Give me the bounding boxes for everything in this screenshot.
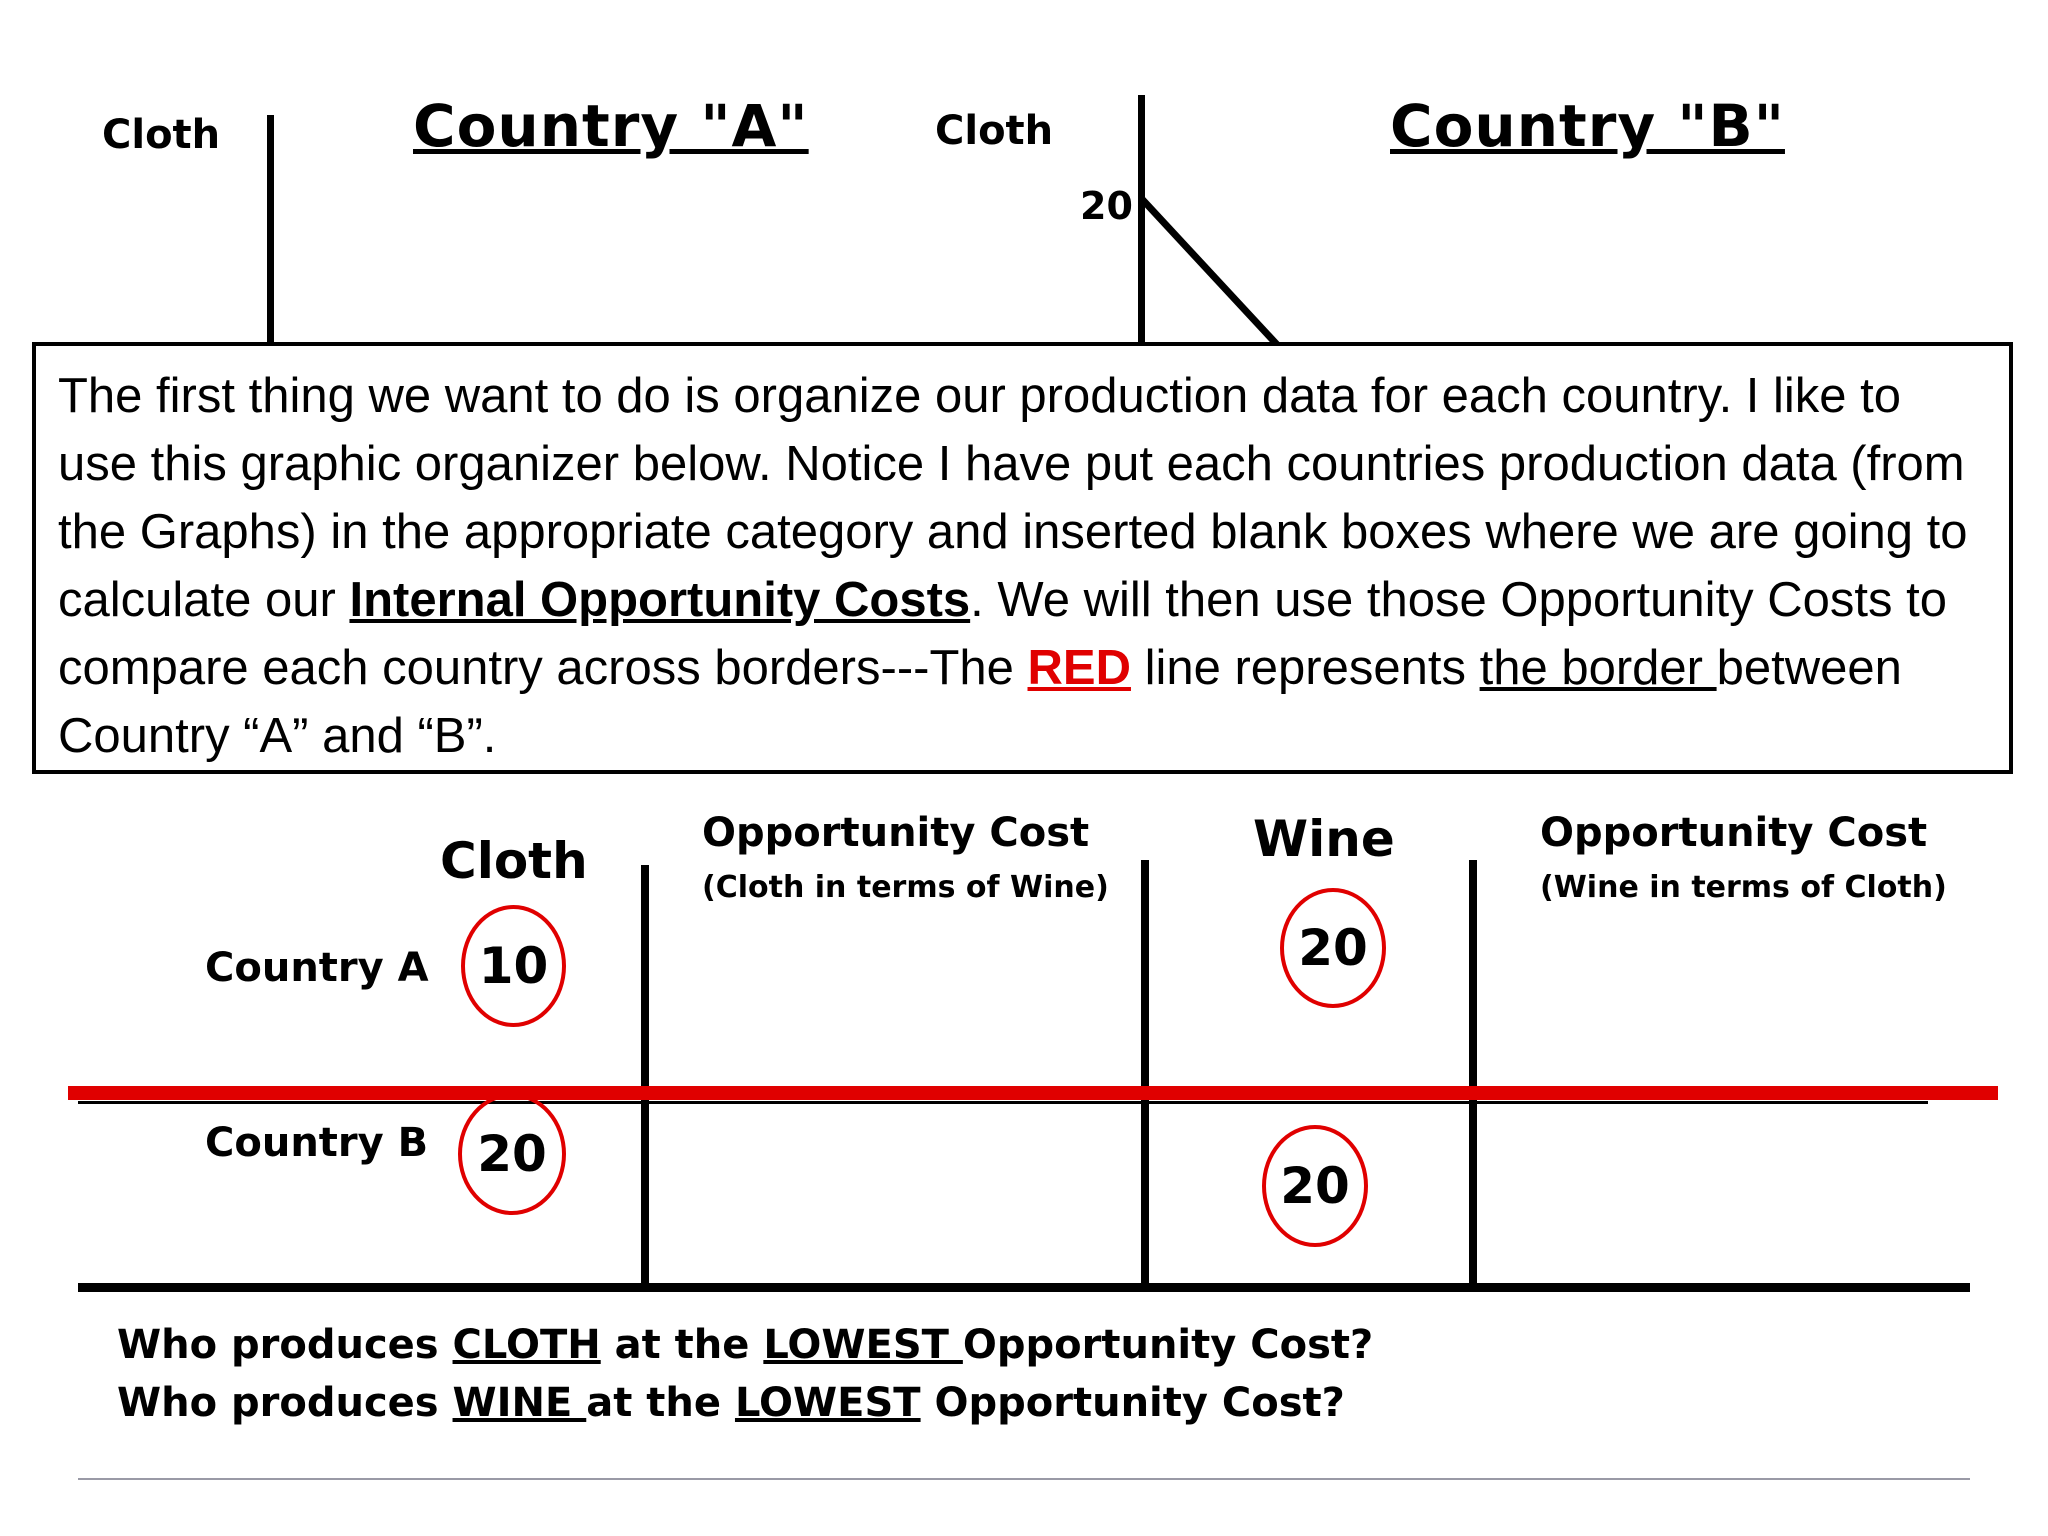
graph-b-y-axis-label: Cloth — [935, 108, 1054, 154]
wine-value-country-b: 20 — [1262, 1125, 1368, 1247]
info-text-part2: . We will then use those Opportunity Costs to compare each country across borders---The — [58, 573, 1947, 695]
q2-text-a: Who produces — [117, 1380, 453, 1426]
question-cloth — [117, 1322, 1373, 1368]
header-wine: Wine — [1253, 810, 1395, 868]
row-label-country-a: Country A — [205, 945, 429, 991]
divider-1 — [641, 865, 649, 1285]
header-oc-wine: Opportunity Cost — [1540, 810, 1928, 856]
q2-text-c: at the — [586, 1380, 735, 1426]
footer-divider — [78, 1478, 1970, 1480]
table-bottom-line — [78, 1283, 1970, 1292]
header-oc-cloth-sub: (Cloth in terms of Wine) — [702, 870, 1109, 905]
graph-b-ppf-line — [1130, 190, 1310, 360]
red-border-line — [68, 1086, 1998, 1100]
q1-text-cloth: CLOTH — [452, 1322, 601, 1368]
header-oc-wine-sub: (Wine in terms of Cloth) — [1540, 870, 1947, 905]
q1-text-lowest: LOWEST — [763, 1322, 963, 1368]
q1-text-a: Who produces — [117, 1322, 453, 1368]
q1-text-c: at the — [600, 1322, 764, 1368]
q1-text-e: Opportunity Cost? — [962, 1322, 1374, 1368]
header-cloth: Cloth — [440, 832, 588, 890]
info-text-red-word: RED — [1027, 641, 1131, 695]
q2-text-lowest: LOWEST — [734, 1380, 921, 1426]
info-text-border: the border — [1479, 641, 1717, 695]
info-text-part1: The first thing we want to do is organize our production data for each country. I like to use this graphic organizer below. Notice I have put each countries production data (from the Graphs) in the appropriate category and inserted blank boxes where we are going to calculate our — [58, 369, 1968, 627]
wine-value-country-a: 20 — [1280, 888, 1386, 1008]
graph-b-y-intercept-label: 20 — [1080, 184, 1133, 228]
divider-3 — [1469, 860, 1477, 1285]
row-label-country-b: Country B — [205, 1120, 429, 1166]
divider-2 — [1141, 860, 1149, 1285]
row-separator — [78, 1101, 1928, 1104]
cloth-value-country-a: 10 — [461, 905, 566, 1027]
graph-b-title: Country "B" — [1390, 92, 1785, 160]
q2-text-e: Opportunity Cost? — [920, 1380, 1345, 1426]
q2-text-wine: WINE — [452, 1380, 587, 1426]
cloth-value-country-b: 20 — [458, 1093, 566, 1215]
header-oc-cloth: Opportunity Cost — [702, 810, 1090, 856]
question-wine — [117, 1380, 1345, 1426]
info-text-internal-oc: Internal Opportunity Costs — [349, 573, 971, 627]
info-text-part4: between Country “A” and “B”. — [58, 641, 1902, 763]
info-text-box — [32, 342, 2013, 774]
graph-a-y-axis-label: Cloth — [102, 112, 221, 158]
graph-a-title: Country "A" — [413, 92, 809, 160]
graph-a-y-axis — [267, 115, 274, 355]
info-text-part3: line represents — [1130, 641, 1480, 695]
